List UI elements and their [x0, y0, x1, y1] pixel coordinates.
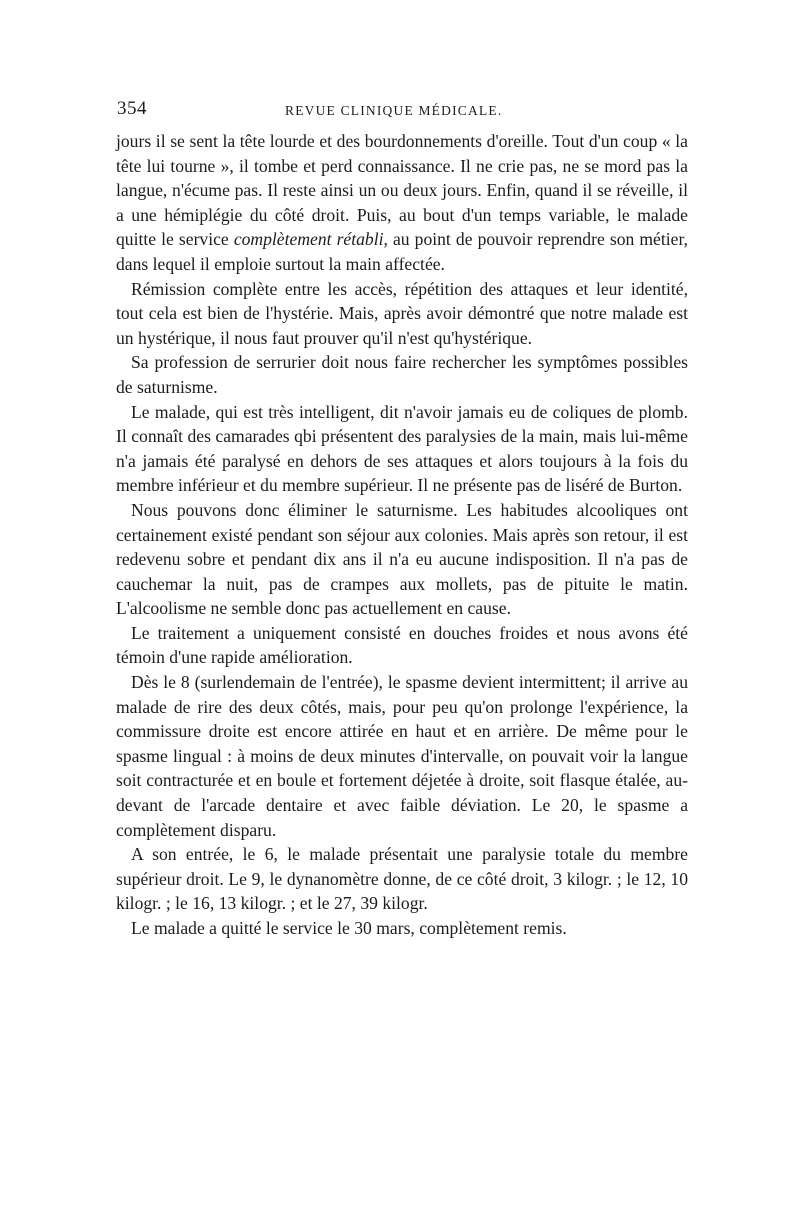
- paragraph-3: Sa profession de serrurier doit nous faire rechercher les symptômes possibles de saturnisme.: [116, 352, 688, 397]
- page-number: 354: [117, 98, 147, 119]
- paragraph-5: Nous pouvons donc éliminer le saturnisme. Les habitudes alcooliques ont certainement existé pendant son séjour aux colonies. Mais après son retour, il est redevenu sobre et pendant dix ans il n'a eu aucune indisposition. Il n'a pas de cauchemar la nuit, pas de crampes aux mollets, pas de pituite le matin. L'alcoolisme ne semble donc pas actuellement en cause.: [116, 499, 688, 619]
- show-through-bleed: [100, 1068, 700, 1088]
- paragraph-1-text-end: au point de pouvoir reprendre son métier, dans lequel il emploie surtout la main affectée.: [116, 229, 688, 274]
- paragraph-4: Le malade, qui est très intelligent, dit n'avoir jamais eu de coliques de plomb. Il connaît des camarades qbi présentent des paralysies de la main, mais lui-même n'a jamais été paralysé en dehors de ses attaques et alors toujours à la fois du membre inférieur et du membre supérieur. Il ne présente pas de liséré de Burton.: [116, 401, 688, 496]
- body-text: [116, 129, 688, 941]
- paragraph-9: Le malade a quitté le service le 30 mars, complètement remis.: [131, 918, 567, 938]
- page-header: [117, 98, 687, 124]
- paragraph-8: A son entrée, le 6, le malade présentait une paralysie totale du membre supérieur droit. Le 9, le dynanomètre donne, de ce côté droit, 3 kilogr. ; le 12, 10 kilogr. ; le 16, 13 kilogr. ; et le 27, 39 kilogr.: [116, 844, 688, 914]
- paragraph-7: Dès le 8 (surlendemain de l'entrée), le spasme devient intermittent; il arrive au malade de rire des deux côtés, mais, pour peu qu'on prolonge l'expérience, la commissure droite est encore attirée en haut et en arrière. De même pour le spasme lingual : à moins de deux minutes d'intervalle, on pouvait voir la langue soit contracturée et en boule et fortement déjetée à droite, soit flasque étalée, au-devant de l'arcade dentaire et avec faible déviation. Le 20, le spasme a complètement disparu.: [116, 672, 688, 840]
- paragraph-1: [116, 129, 688, 277]
- paragraph-1-text-start: jours il se sent la tête lourde et des bourdonnements d'oreille. Tout d'un coup « la tête lui tourne », il tombe et perd connaissance. Il ne crie pas, ne se mord pas la langue, n'écume pas. Il reste ainsi un ou deux jours. Enfin, quand il se réveille, il a une hémiplégie du côté droit. Puis, au bout d'un temps variable, le malade quitte le service: [116, 131, 688, 250]
- paragraph-1-emphasis: complètement rétabli,: [233, 229, 388, 250]
- paragraph-2: Rémission complète entre les accès, répétition des attaques et leur identité, tout cela est bien de l'hystérie. Mais, après avoir démontré que notre malade est un hystérique, il nous faut prouver qu'il n'est qu'hystérique.: [116, 278, 688, 348]
- paragraph-6: Le traitement a uniquement consisté en douches froides et nous avons été témoin d'une rapide amélioration.: [116, 622, 688, 668]
- running-head: REVUE CLINIQUE MÉDICALE.: [285, 103, 503, 118]
